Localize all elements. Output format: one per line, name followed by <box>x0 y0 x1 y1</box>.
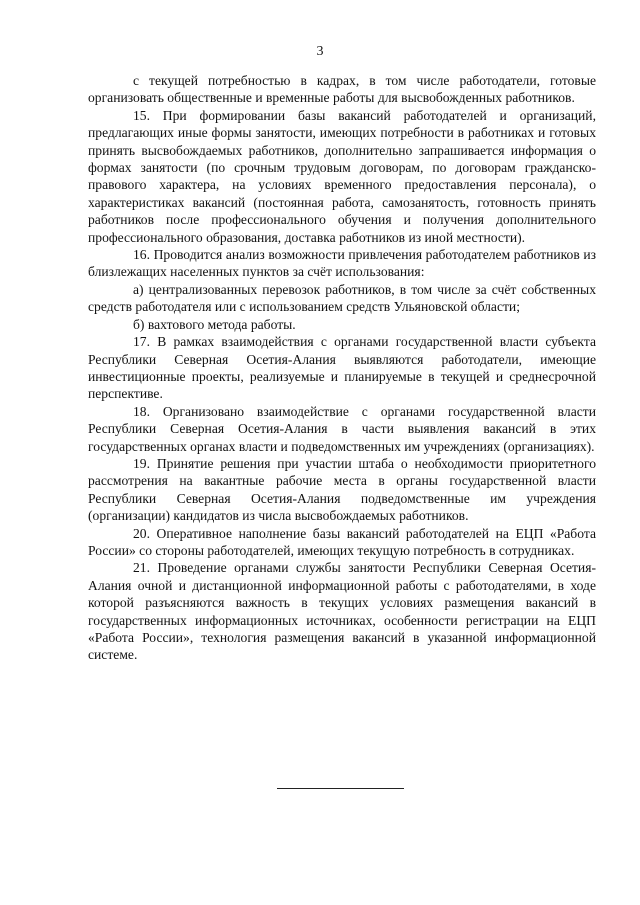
paragraph-item-17: 17. В рамках взаимодействия с органами государственной власти субъекта Республики Северная Осетия-Алания выявляются работодатели, имеющие инвестиционные проекты, реализуемые и планируемые в текущей и среднесрочной перспективе. <box>88 334 596 402</box>
paragraph-item-21: 21. Проведение органами службы занятости Республики Северная Осетия-Алания очной и дистанционной информационной работы с работодателями, в ходе которой разъясняются важность в текущих условиях размещения вакансий в государственных информационных источниках, особенности регистрации на ЕЦП «Работа России», технология размещения вакансий в указанной информационной системе. <box>88 560 596 663</box>
paragraph-item-15: 15. При формировании базы вакансий работодателей и организаций, предлагающих иные формы занятости, имеющих потребности в работниках и готовых принять высвобождаемых работников, дополнительно запрашивается информация о формах занятости (по срочным трудовым договорам, по договорам гражданско-правового характера, на условиях временного предоставления персонала), о характеристиках вакансий (постоянная работа, самозанятость, готовность принять работников после профессионального обучения и получения дополнительного профессионального образования, доставка работников из иной местности). <box>88 107 596 245</box>
paragraph-item-16a: а) централизованных перевозок работников, в том числе за счёт собственных средств работодателя или с использованием средств Ульяновской области; <box>88 281 596 315</box>
paragraph-item-20: 20. Оперативное наполнение базы вакансий работодателей на ЕЦП «Работа России» со стороны работодателей, имеющих текущую потребность в сотрудниках. <box>88 525 596 558</box>
paragraph-item-18: 18. Организовано взаимодействие с органами государственной власти Республики Северная Осетия-Алания в части выявления вакансий в этих государственных органах власти и подведомственных им учреждениях (организациях). <box>88 403 596 454</box>
paragraph-item-16b: б) вахтового метода работы. <box>133 316 296 332</box>
paragraph-item-19: 19. Принятие решения при участии штаба о необходимости приоритетного рассмотрения на вакантные рабочие места в органы государственной власти Республики Северная Осетия-Алания подведомственные им учреждения (организации) кандидатов из числа высвобождаемых работников. <box>88 455 596 524</box>
page-number: 3 <box>316 44 324 59</box>
end-of-document-rule <box>277 788 404 789</box>
paragraph-item-16: 16. Проводится анализ возможности привлечения работодателем работников из близлежащих населенных пунктов за счёт использования: <box>88 247 596 280</box>
document-body <box>88 72 596 664</box>
paragraph-continuation: с текущей потребностью в кадрах, в том числе работодатели, готовые организовать общественные и временные работы для высвобожденных работников. <box>88 73 596 106</box>
